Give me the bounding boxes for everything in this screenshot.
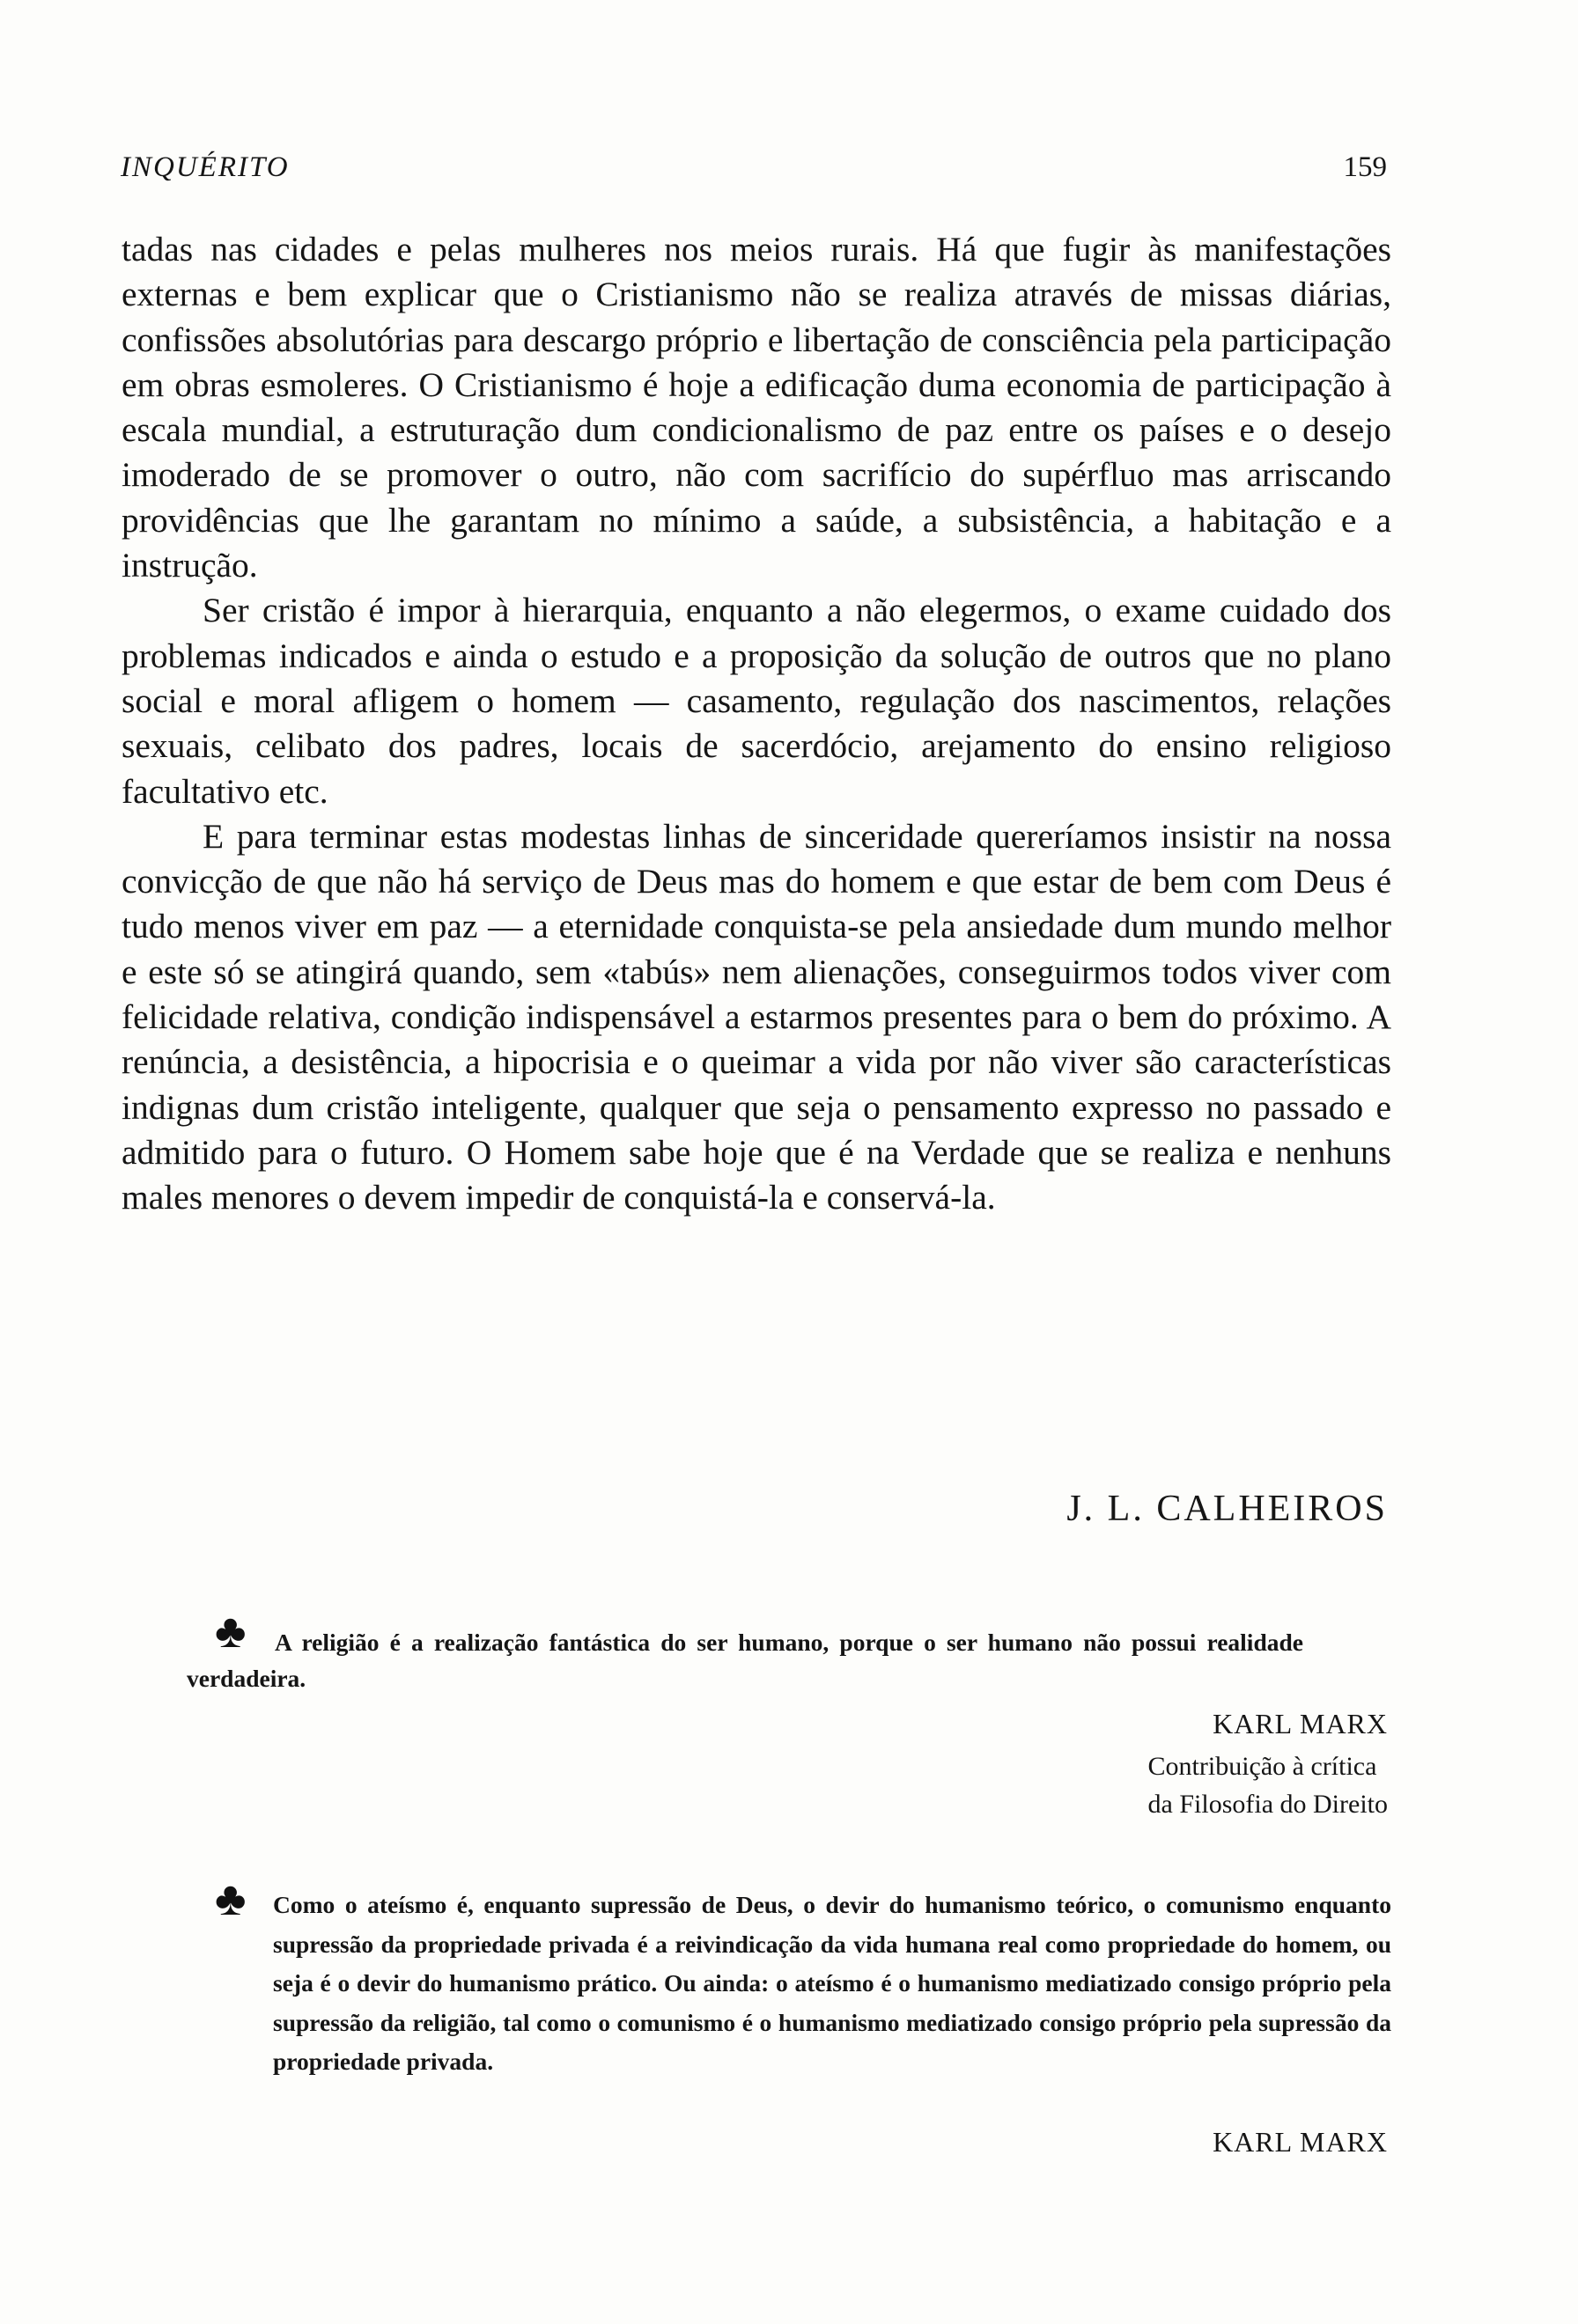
page-number: 159 bbox=[1343, 151, 1387, 183]
quote-text: A religião é a realização fantástica do ser humano, porque o ser humano não possui realidade verdadeira. bbox=[187, 1629, 1303, 1692]
quote-source-line: Contribuição à crítica bbox=[1147, 1752, 1377, 1781]
clover-ornament-icon: ♣ bbox=[215, 1605, 247, 1658]
quote-author: KARL MARX bbox=[1213, 1708, 1388, 1739]
article-body bbox=[122, 227, 1391, 1221]
body-paragraph: Ser cristão é impor à hierarquia, enquanto a não elegermos, o exame cuidado dos problemas indicados e ainda o estudo e a proposição da solução de outros que no plano social e moral afligem o homem — casamento, regulação dos nascimentos, relações sexuais, celibato dos padres, locais de sacerdócio, arejamento do ensino religioso facultativo etc. bbox=[122, 591, 1391, 811]
quote-text: Como o ateísmo é, enquanto supressão de Deus, o devir do humanismo teórico, o comunismo enquanto supressão da propriedade privada é a reivindicação da vida humana real como propriedade do homem, ou seja é o devir do humanismo prático. Ou ainda: o ateísmo é o humanismo mediatizado consigo próprio pela supressão da religião, tal como o comunismo é o humanismo mediatizado consigo próprio pela supressão da propriedade privada. bbox=[273, 1891, 1391, 2075]
body-paragraph: tadas nas cidades e pelas mulheres nos meios rurais. Há que fugir às manifestações externas e bem explicar que o Cristianismo não se realiza através de missas diárias, confissões absolutórias para descargo próprio e libertação de consciência pela participação em obras esmoleres. O Cristianismo é hoje a edificação duma economia de participação à escala mundial, a estruturação dum condicionalismo de paz entre os países e o desejo imoderado de se promover o outro, não com sacrifício do supérfluo mas arriscando providências que lhe garantam no mínimo a saúde, a subsistência, a habitação e a instrução. bbox=[122, 230, 1391, 585]
quote-source-line: da Filosofia do Direito bbox=[1147, 1790, 1388, 1819]
running-header bbox=[121, 151, 1387, 187]
running-title: INQUÉRITO bbox=[121, 151, 290, 183]
quote-author: KARL MARX bbox=[1213, 2126, 1388, 2158]
author-signature: J. L. CALHEIROS bbox=[1066, 1489, 1388, 1529]
clover-ornament-icon: ♣ bbox=[215, 1872, 247, 1925]
body-paragraph: E para terminar estas modestas linhas de sinceridade quereríamos insistir na nossa convicção de que não há serviço de Deus mas do homem e que estar de bem com Deus é tudo menos viver em paz — a eternidade conquista-se pela ansiedade dum mundo melhor e este só se atingirá quando, sem «tabús» nem alienações, conseguirmos todos viver com felicidade relativa, condição indispensável a estarmos presentes para o bem do próximo. A renúncia, a desistência, a hipocrisia e o queimar a vida por não viver são características indignas dum cristão inteligente, qualquer que seja o pensamento expresso no passado e admitido para o futuro. O Homem sabe hoje que é na Verdade que se realiza e nenhuns males menores o devem impedir de conquistá-la e conservá-la. bbox=[122, 816, 1391, 1217]
quote-source bbox=[1148, 1747, 1388, 1823]
